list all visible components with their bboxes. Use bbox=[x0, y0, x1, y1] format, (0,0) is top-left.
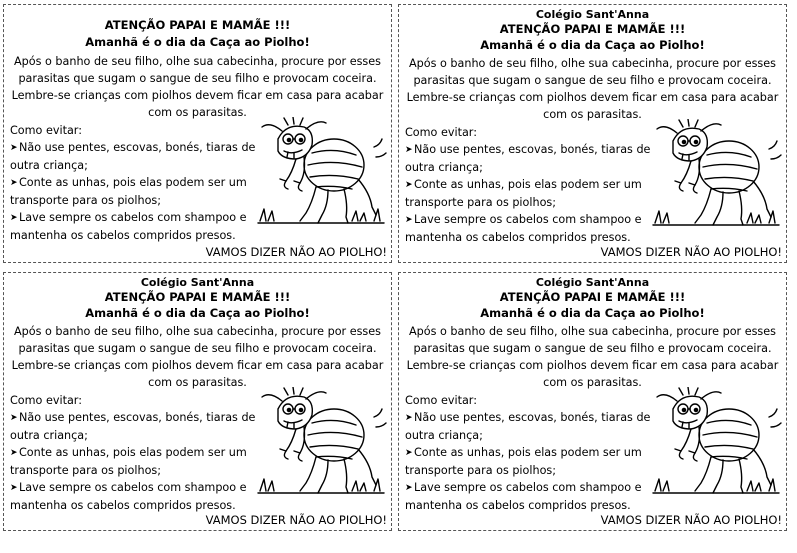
prevention-tip: ➤Lave sempre os cabelos com shampoo e mantenha os cabelos compridos presos. bbox=[405, 213, 642, 244]
prevention-tip: ➤Lave sempre os cabelos com shampoo e mantenha os cabelos compridos presos. bbox=[405, 481, 642, 512]
prevention-label: Como evitar: bbox=[10, 394, 82, 407]
prevention-tip: ➤Conte as unhas, pois elas podem ser um transporte para os piolhos; bbox=[405, 446, 642, 477]
prevention-tip: ➤Conte as unhas, pois elas podem ser um transporte para os piolhos; bbox=[10, 446, 247, 477]
prevention-tip: ➤Conte as unhas, pois elas podem ser um transporte para os piolhos; bbox=[405, 178, 642, 209]
card-subtitle: Amanhã é o dia da Caça ao Piolho! bbox=[480, 38, 705, 52]
card-title: ATENÇÃO PAPAI E MAMÃE !!! bbox=[104, 18, 291, 32]
card-title: ATENÇÃO PAPAI E MAMÃE !!! bbox=[499, 290, 686, 304]
prevention-tip: ➤Não use pentes, escovas, bonés, tiaras de outra criança; bbox=[10, 141, 256, 172]
prevention-list bbox=[405, 409, 653, 514]
cartoon-louse-icon bbox=[256, 117, 388, 227]
card-intro: Após o banho de seu filho, olhe sua cabecinha, procure por esses parasitas que sugam o sangue de seu filho e provocam coceira. Lembre-se crianças com piolhos devem ficar em casa para acabar com os parasitas. bbox=[11, 325, 384, 389]
notice-card bbox=[398, 272, 787, 531]
prevention-tip: ➤Não use pentes, escovas, bonés, tiaras de outra criança; bbox=[405, 143, 651, 174]
cartoon-louse-icon bbox=[651, 387, 783, 497]
arrow-bullet-icon: ➤ bbox=[10, 413, 18, 423]
arrow-bullet-icon: ➤ bbox=[405, 483, 413, 493]
prevention-tip: ➤Lave sempre os cabelos com shampoo e mantenha os cabelos compridos presos. bbox=[10, 481, 247, 512]
arrow-bullet-icon: ➤ bbox=[10, 143, 18, 153]
prevention-tip: ➤Lave sempre os cabelos com shampoo e mantenha os cabelos compridos presos. bbox=[10, 211, 247, 242]
arrow-bullet-icon: ➤ bbox=[405, 448, 413, 458]
prevention-tip: ➤Conte as unhas, pois elas podem ser um transporte para os piolhos; bbox=[10, 176, 247, 207]
prevention-label: Como evitar: bbox=[10, 124, 82, 137]
prevention-list bbox=[10, 409, 258, 514]
prevention-label: Como evitar: bbox=[405, 126, 477, 139]
arrow-bullet-icon: ➤ bbox=[405, 413, 413, 423]
card-subtitle: Amanhã é o dia da Caça ao Piolho! bbox=[85, 35, 310, 49]
school-name: Colégio Sant'Anna bbox=[535, 276, 650, 289]
prevention-tip: ➤Não use pentes, escovas, bonés, tiaras de outra criança; bbox=[10, 411, 256, 442]
arrow-bullet-icon: ➤ bbox=[405, 180, 413, 190]
prevention-list bbox=[10, 139, 258, 244]
card-intro: Após o banho de seu filho, olhe sua cabecinha, procure por esses parasitas que sugam o sangue de seu filho e provocam coceira. Lembre-se crianças com piolhos devem ficar em casa para acabar com os parasitas. bbox=[406, 57, 779, 121]
card-slogan: VAMOS DIZER NÃO AO PIOLHO! bbox=[205, 513, 387, 527]
card-slogan: VAMOS DIZER NÃO AO PIOLHO! bbox=[600, 513, 782, 527]
card-title: ATENÇÃO PAPAI E MAMÃE !!! bbox=[499, 22, 686, 36]
school-name: Colégio Sant'Anna bbox=[140, 276, 255, 289]
notice-card bbox=[3, 4, 392, 263]
notice-card bbox=[398, 4, 787, 263]
prevention-tip: ➤Não use pentes, escovas, bonés, tiaras de outra criança; bbox=[405, 411, 651, 442]
arrow-bullet-icon: ➤ bbox=[10, 483, 18, 493]
card-intro: Após o banho de seu filho, olhe sua cabecinha, procure por esses parasitas que sugam o sangue de seu filho e provocam coceira. Lembre-se crianças com piolhos devem ficar em casa para acabar com os parasitas. bbox=[406, 325, 779, 389]
arrow-bullet-icon: ➤ bbox=[10, 178, 18, 188]
arrow-bullet-icon: ➤ bbox=[405, 145, 413, 155]
school-name: Colégio Sant'Anna bbox=[535, 8, 650, 21]
card-intro: Após o banho de seu filho, olhe sua cabecinha, procure por esses parasitas que sugam o sangue de seu filho e provocam coceira. Lembre-se crianças com piolhos devem ficar em casa para acabar com os parasitas. bbox=[11, 55, 384, 119]
card-slogan: VAMOS DIZER NÃO AO PIOLHO! bbox=[600, 245, 782, 259]
card-subtitle: Amanhã é o dia da Caça ao Piolho! bbox=[480, 306, 705, 320]
notice-card bbox=[3, 272, 392, 531]
arrow-bullet-icon: ➤ bbox=[405, 215, 413, 225]
arrow-bullet-icon: ➤ bbox=[10, 448, 18, 458]
prevention-list bbox=[405, 141, 653, 246]
prevention-label: Como evitar: bbox=[405, 394, 477, 407]
cartoon-louse-icon bbox=[256, 387, 388, 497]
card-subtitle: Amanhã é o dia da Caça ao Piolho! bbox=[85, 306, 310, 320]
card-slogan: VAMOS DIZER NÃO AO PIOLHO! bbox=[205, 245, 387, 259]
card-title: ATENÇÃO PAPAI E MAMÃE !!! bbox=[104, 290, 291, 304]
arrow-bullet-icon: ➤ bbox=[10, 213, 18, 223]
cartoon-louse-icon bbox=[651, 119, 783, 229]
